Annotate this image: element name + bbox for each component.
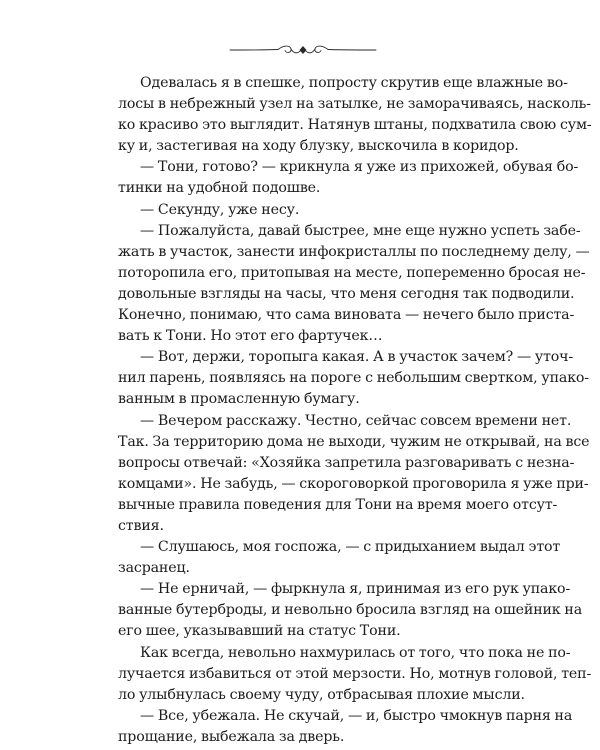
text-line: вать к Тони. Но этот его фартучек… — [118, 328, 383, 345]
text-line: комцами». Не забудь, — скороговоркой проговорила я уже при- — [118, 475, 589, 492]
text-line: довольные взгляды на часы, что меня сегодня так подводили. — [118, 285, 575, 302]
text-line: нил парень, появляясь на пороге с небольшим свертком, упако- — [118, 370, 589, 387]
text-line: тинки на удобной подошве. — [118, 180, 321, 197]
text-line: засранец. — [118, 560, 190, 577]
text-line: — Не ерничай, — фыркнула я, принимая из его рук упако- — [140, 581, 571, 598]
text-line: ванным в промасленную бумагу. — [118, 391, 360, 408]
text-line: жать в участок, занести инфокристаллы по последнему делу, — — [118, 243, 590, 260]
page-body-text — [118, 73, 592, 748]
text-line: — Вот, держи, торопыга какая. А в участок зачем? — уточ- — [140, 349, 574, 366]
text-line: — Слушаюсь, моя госпожа, — с придыханием выдал этот — [140, 539, 561, 556]
text-line: ло улыбнулась своему чуду, отбрасывая плохие мысли. — [118, 686, 525, 703]
text-line: ствия. — [118, 517, 164, 534]
text-line: поторопила его, притопывая на месте, попеременно бросая не- — [118, 264, 586, 281]
text-line: — Все, убежала. Не скучай, — и, быстро чмокнув парня на — [140, 707, 573, 724]
text-line: лучается избавиться от этой мерзости. Но, мотнув головой, теп- — [118, 665, 592, 682]
text-line: ванные бутерброды, и невольно бросила взгляд на ошейник на — [118, 602, 583, 619]
ornament-divider-icon — [228, 41, 378, 59]
text-line: — Секунду, уже несу. — [140, 201, 300, 218]
text-line: прощание, выбежала за дверь. — [118, 728, 345, 745]
text-line: Так. За территорию дома не выходи, чужим не открывай, на все — [118, 433, 590, 450]
text-line: ко красиво это выглядит. Натянув штаны, подхватила свою сум- — [118, 117, 592, 134]
text-line: — Вечером расскажу. Честно, сейчас совсем времени нет. — [140, 412, 572, 429]
text-line: ку и, застегивая на ходу блузку, выскочила в коридор. — [118, 138, 519, 155]
text-line: — Пожалуйста, давай быстрее, мне еще нужно успеть забе- — [140, 222, 581, 239]
text-line: его шее, указывавший на статус Тони. — [118, 623, 401, 640]
text-line: вопросы отвечай: «Хозяйка запретила разговаривать с незна- — [118, 454, 575, 471]
text-line: лосы в небрежный узел на затылке, не заморачиваясь, насколь- — [118, 96, 591, 113]
text-line: Одевалась я в спешке, попросту скрутив еще влажные во- — [140, 75, 568, 91]
text-line: вычные правила поведения для Тони на время моего отсут- — [118, 496, 558, 513]
text-line: Конечно, понимаю, что сама виновата — нечего было приста- — [118, 307, 575, 324]
text-line: Как всегда, невольно нахмурилась от того, что пока не по- — [140, 644, 571, 661]
text-line: — Тони, готово? — крикнула я уже из прихожей, обувая бо- — [140, 159, 579, 176]
